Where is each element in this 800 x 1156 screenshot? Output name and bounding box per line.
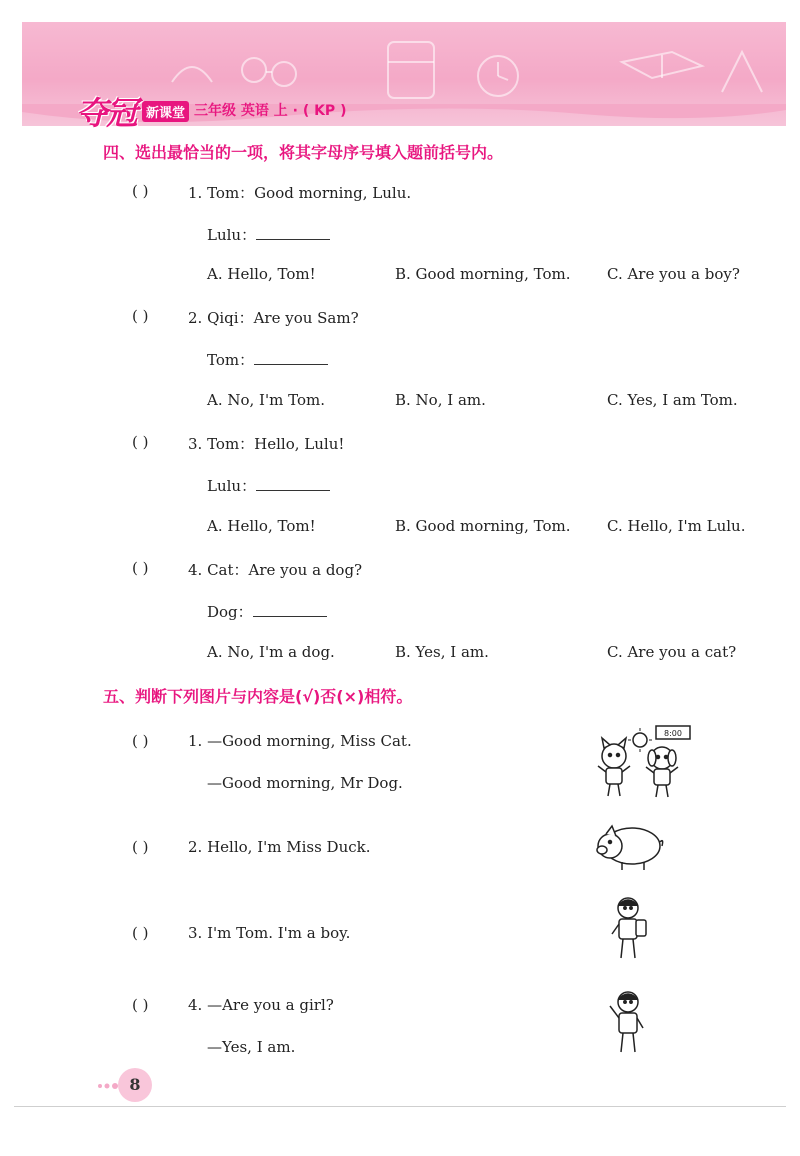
dialogue-line-s5-2: 2. Hello, I'm Miss Duck. — [188, 838, 371, 856]
footer-divider — [14, 1106, 786, 1107]
option-b-q1: B. Good morning, Tom. — [395, 265, 571, 283]
section4-title: 四、选出最恰当的一项，将其字母序号填入题前括号内。 — [103, 143, 504, 162]
logo: 夺冠 — [76, 94, 137, 132]
option-c-q4: C. Are you a cat? — [607, 643, 737, 661]
answer-bracket-q4[interactable]: ( ) — [132, 559, 149, 577]
option-a-q4: A. No, I'm a dog. — [207, 643, 335, 661]
option-b-q3: B. Good morning, Tom. — [395, 517, 571, 535]
reply-line-q3 — [207, 475, 330, 496]
dialogue-line-s5-1a: 1. —Good morning, Miss Cat. — [188, 732, 412, 750]
pig-picture — [592, 818, 664, 874]
page-number: 8 — [118, 1068, 152, 1102]
option-a-q3: A. Hello, Tom! — [207, 517, 316, 535]
option-b-q2: B. No, I am. — [395, 391, 486, 409]
answer-bracket-s5-2[interactable]: ( ) — [132, 838, 149, 856]
reply-label-q3: Lulu： — [207, 477, 257, 495]
banner-wave — [22, 104, 786, 144]
answer-bracket-q2[interactable]: ( ) — [132, 307, 149, 325]
dialogue-line-s5-3: 3. I'm Tom. I'm a boy. — [188, 924, 351, 942]
answer-bracket-q1[interactable]: ( ) — [132, 182, 149, 200]
option-c-q2: C. Yes, I am Tom. — [607, 391, 738, 409]
dialogue-line-s5-4b: —Yes, I am. — [207, 1038, 296, 1056]
reply-blank-q1[interactable] — [256, 225, 330, 240]
dialogue-line-s5-1b: —Good morning, Mr Dog. — [207, 774, 403, 792]
answer-bracket-s5-1[interactable]: ( ) — [132, 732, 149, 750]
reply-line-q4 — [207, 601, 327, 622]
section5-title: 五、判断下列图片与内容是(√)否(×)相符。 — [103, 687, 413, 706]
answer-bracket-q3[interactable]: ( ) — [132, 433, 149, 451]
option-a-q2: A. No, I'm Tom. — [207, 391, 325, 409]
dialogue-line-s5-4a: 4. —Are you a girl? — [188, 996, 334, 1014]
boy-with-backpack-picture — [606, 894, 652, 964]
boy-waving-picture — [606, 988, 652, 1058]
option-c-q3: C. Hello, I'm Lulu. — [607, 517, 746, 535]
question-prompt-q1: 1. Tom：Good morning, Lulu. — [188, 184, 412, 202]
reply-label-q2: Tom： — [207, 351, 255, 369]
question-prompt-q4: 4. Cat：Are you a dog? — [188, 561, 363, 579]
reply-blank-q2[interactable] — [254, 350, 328, 365]
option-b-q4: B. Yes, I am. — [395, 643, 489, 661]
reply-line-q1 — [207, 224, 330, 245]
cat-and-dog-picture — [592, 722, 696, 800]
page-number-dots — [96, 1082, 120, 1090]
reply-blank-q4[interactable] — [253, 602, 327, 617]
reply-line-q2 — [207, 349, 328, 370]
grade-subject-label: 三年级 英语 上 · ( KP ) — [194, 103, 347, 119]
reply-label-q1: Lulu： — [207, 226, 257, 244]
answer-bracket-s5-3[interactable]: ( ) — [132, 924, 149, 942]
question-prompt-q3: 3. Tom：Hello, Lulu! — [188, 435, 345, 453]
option-c-q1: C. Are you a boy? — [607, 265, 740, 283]
reply-label-q4: Dog： — [207, 603, 253, 621]
reply-blank-q3[interactable] — [256, 476, 330, 491]
logo-tag: 新课堂 — [142, 101, 189, 122]
clock-time: 8:00 — [664, 729, 682, 738]
question-prompt-q2: 2. Qiqi：Are you Sam? — [188, 309, 359, 327]
option-a-q1: A. Hello, Tom! — [207, 265, 316, 283]
answer-bracket-s5-4[interactable]: ( ) — [132, 996, 149, 1014]
